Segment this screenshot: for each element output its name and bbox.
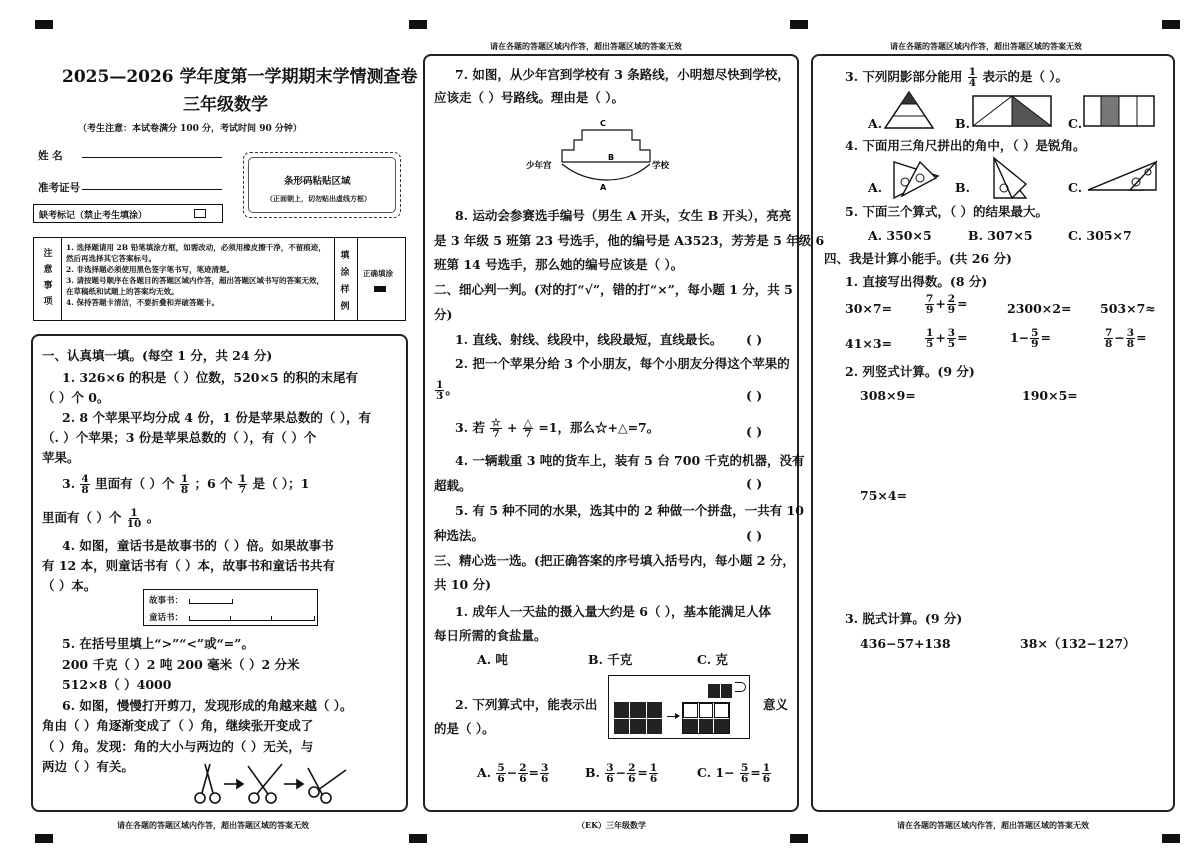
exam-title: 2025—2026 学年度第一学期期末学情测查卷: [62, 67, 418, 87]
choice-1-line-2: 每日所需的食盐量。: [434, 628, 547, 643]
judge-3-bracket[interactable]: ( ): [746, 424, 763, 439]
q4-line-2: 有 12 本，则童话书有（ ）本，故事书和童话书共有: [42, 558, 335, 573]
q6-line-2: 角由（ ）角逐渐变成了（ ）角，继续张开变成了: [42, 718, 314, 733]
section-4-title: 四、我是计算小能手。(共 26 分): [824, 251, 1012, 266]
choice-2: 2. 下列算式中，能表示出: [455, 697, 598, 712]
choice-4-option-b[interactable]: B.: [955, 180, 970, 195]
judge-5: 5. 有 5 种不同的水果，选其中的 2 种做一个拼盘，一共有 10: [455, 503, 804, 518]
correct-fill-label: 正确填涂: [363, 269, 393, 278]
section-3-title-2: 共 10 分): [434, 577, 492, 592]
grid-remaining: [682, 702, 730, 734]
section-1-title: 一、认真填一填。(每空 1 分，共 24 分): [42, 348, 273, 363]
rectangle-triangles-figure: [972, 95, 1052, 127]
grid-whole: [614, 702, 662, 734]
choice-3-option-a[interactable]: A.: [868, 116, 883, 131]
route-b-label: B: [608, 153, 615, 162]
choice-5-option-b[interactable]: B. 307×5: [968, 228, 1033, 243]
judge-4: 4. 一辆载重 3 吨的货车上，装有 5 台 700 千克的机器，没有: [455, 453, 805, 468]
registration-mark: [1162, 834, 1180, 843]
youth-palace-label: 少年宫: [526, 161, 552, 171]
choice-2-line-2: 的是（ ）。: [434, 721, 495, 736]
set-square-a-figure: [890, 158, 942, 200]
registration-mark: [790, 20, 808, 29]
judge-1: 1. 直线、射线、线段中，线段最短，直线最长。: [455, 332, 723, 347]
vertical-calc-190x5: 190×5=: [1022, 388, 1078, 403]
footer-note-right: 请在各题的答题区域内作答，超出答题区域的答案无效: [897, 820, 1089, 830]
name-field[interactable]: [82, 157, 222, 158]
calc-1-title: 1. 直接写出得数。(8 分): [845, 274, 988, 289]
choice-5: 5. 下面三个算式，（ ）的结果最大。: [845, 204, 1049, 219]
book-bar-diagram: [143, 589, 318, 626]
judge-2-bracket[interactable]: ( ): [746, 388, 763, 403]
q7-line-2: 应该走（ ）号路线。理由是（ ）。: [434, 90, 624, 105]
choice-5-option-c[interactable]: C. 305×7: [1068, 228, 1132, 243]
calc-frac-sum-1: $\frac{7}{9}$ + $\frac{2}{9}$ =: [926, 293, 968, 316]
top-note-right: 请在各题的答题区域内作答，超出答题区域的答案无效: [890, 41, 1082, 51]
id-field[interactable]: [82, 189, 222, 190]
choice-3-option-c[interactable]: C.: [1068, 116, 1083, 131]
choice-2-option-b[interactable]: B. $\frac{3}{6}$ − $\frac{2}{6}$ = $\frac{1}{6}$: [585, 762, 658, 785]
choice-2-options: [455, 763, 785, 793]
choice-4: 4. 下面用三角尺拼出的角中，（ ）是锐角。: [845, 138, 1086, 153]
school-label: 学校: [652, 161, 670, 171]
note-item: 4. 保持答题卡清洁，不要折叠和弄破答题卡。: [66, 298, 219, 307]
calc-3-title: 3. 脱式计算。(9 分): [845, 611, 963, 626]
calc-frac-sum-2: $\frac{1}{5}$ + $\frac{3}{5}$ =: [926, 327, 968, 350]
q6-line-1: 6. 如图，慢慢打开剪刀，发现形成的角越来越（ ）。: [62, 698, 353, 713]
q1-line-1: 1. 326×6 的积是（ ）位数，520×5 的积的末尾有: [62, 370, 358, 385]
fraction-grid-figure: [608, 675, 750, 739]
choice-1-option-c[interactable]: C. 克: [697, 652, 728, 667]
judge-3: 3. 若 ☆ 7 + △ 7 =1，那么☆+△=7。: [455, 417, 660, 440]
choice-1-option-b[interactable]: B. 千克: [588, 652, 633, 667]
footer-subject-note: （EK）三年级数学: [577, 820, 647, 830]
vertical-calc-308x9: 308×9=: [860, 388, 916, 403]
id-label: 准考证号: [38, 182, 80, 194]
registration-mark: [409, 834, 427, 843]
registration-mark: [1162, 20, 1180, 29]
route-figure: [522, 114, 672, 194]
q7-line-1: 7. 如图，从少年宫到学校有 3 条路线，小明想尽快到学校，: [455, 67, 790, 82]
footer-note-left: 请在各题的答题区域内作答，超出答题区域的答案无效: [117, 820, 309, 830]
q1-line-2: （ ）个 0。: [42, 390, 110, 405]
q2-line-2: （. ）个苹果；3 份是苹果总数的（ ），有（ ）个: [42, 430, 317, 445]
story-book-label: 故事书：: [149, 596, 184, 606]
barcode-subtitle: （正面朝上，切勿贴出虚线方框）: [266, 194, 371, 203]
q4-line-3: （ ）本。: [42, 578, 97, 593]
registration-mark: [409, 20, 427, 29]
registration-mark: [790, 834, 808, 843]
choice-2-option-a[interactable]: A. $\frac{5}{6}$ − $\frac{2}{6}$ = $\frac{3}{6}$: [477, 762, 549, 785]
step-calc-1: 436−57+138: [860, 636, 951, 651]
set-square-c-figure: [1086, 158, 1158, 194]
choice-2-end: 意义: [763, 697, 789, 712]
section-3-title: 三、精心选一选。(把正确答案的序号填入括号内，每小题 2 分，: [434, 553, 795, 568]
barcode-title: 条形码粘贴区域: [284, 176, 351, 187]
set-square-b-figure: [990, 154, 1030, 200]
q5-line-1: 5. 在括号里填上“>”“<”或“=”。: [62, 636, 254, 651]
barcode-area: [243, 152, 401, 218]
section-2-title: 二、细心判一判。(对的打“√”，错的打“×”，每小题 1 分，共 5: [434, 282, 793, 297]
judge-2-fraction: $\frac{1}{3}$ 。: [436, 379, 458, 402]
q5-line-3: 512×8（ ）4000: [62, 677, 172, 692]
filled-box-sample: [374, 286, 386, 292]
step-calc-2: 38×（132−127）: [1020, 636, 1136, 651]
calc-41x3: 41×3=: [845, 336, 893, 351]
choice-3-option-b[interactable]: B.: [955, 116, 970, 131]
registration-mark: [35, 20, 53, 29]
story-book-bar: [189, 599, 233, 604]
section-2-title-2: 分): [434, 307, 453, 322]
judge-1-bracket[interactable]: ( ): [746, 332, 763, 347]
subject-title: 三年级数学: [183, 95, 268, 115]
name-label: 姓 名: [38, 150, 63, 162]
q5-line-2: 200 千克（ ）2 吨 200 毫米（ ）2 分米: [62, 657, 300, 672]
grid-removed-part: [708, 684, 732, 698]
registration-mark: [35, 834, 53, 843]
q4-line-1: 4. 如图，童话书是故事书的（ ）倍。如果故事书: [62, 538, 334, 553]
fairy-book-bar: [189, 616, 315, 621]
route-c-label: C: [600, 119, 606, 128]
calc-2-title: 2. 列竖式计算。(9 分): [845, 364, 975, 379]
choice-5-option-a[interactable]: A. 350×5: [868, 228, 932, 243]
q3-line-2: 里面有（ ）个 $\frac{1}{10}$ 。: [42, 507, 160, 530]
notes-list: [66, 242, 331, 308]
vertical-calc-75x4: 75×4=: [860, 488, 908, 503]
choice-2-option-c[interactable]: C. 1− $\frac{5}{6}$ = $\frac{1}{6}$: [697, 762, 771, 785]
note-item: 1. 选择题请用 2B 铅笔填涂方框，如需改动，必须用橡皮擦干净，不留痕迹，然后再选择其它答案标号。: [66, 243, 326, 263]
fairy-book-label: 童话书：: [149, 613, 184, 623]
absent-checkbox[interactable]: [194, 209, 206, 218]
judge-4-bracket[interactable]: ( ): [746, 476, 763, 491]
note-item: 3. 请按题号顺序在各题目的答题区域内作答，超出答题区域书写的答案无效，在草稿纸和试题上的答案均无效。: [66, 276, 324, 296]
top-note-mid: 请在各题的答题区域内作答，超出答题区域的答案无效: [490, 41, 682, 51]
scissors-figure: [188, 760, 348, 806]
notes-title: 注意事项: [43, 249, 53, 307]
calc-30x7: 30×7=: [845, 301, 893, 316]
q3-line-1: 3. $\frac{4}{8}$ 里面有（ ）个 $\frac{1}{8}$ ；6 个 $\frac{1}{7}$ 是（ ）；1: [62, 473, 310, 496]
exam-notice: （考生注意：本试卷满分 100 分，考试时间 90 分钟）: [78, 124, 302, 134]
judge-5-line-2: 种选法。: [434, 528, 485, 543]
fill-example-label: 填涂样例: [340, 251, 350, 312]
judge-2: 2. 把一个苹果分给 3 个小朋友，每个小朋友分得这个苹果的: [455, 356, 790, 371]
calc-503x7: 503×7≈: [1100, 301, 1156, 316]
q8-line-1: 8. 运动会参赛选手编号（男生 A 开头，女生 B 开头），亮亮: [455, 208, 792, 223]
notes-box: [33, 237, 406, 321]
choice-3: 3. 下列阴影部分能用 $\frac{1}{4}$ 表示的是（ ）。: [845, 66, 1069, 89]
q2-line-3: 苹果。: [42, 450, 80, 465]
calc-2300x2: 2300×2=: [1007, 301, 1072, 316]
q8-line-3: 班第 14 号选手，那么她的编号应该是（ ）。: [434, 257, 684, 272]
choice-4-option-c[interactable]: C.: [1068, 180, 1083, 195]
judge-4-line-2: 超载。: [434, 478, 472, 493]
triangle-shaded-figure: [883, 90, 935, 130]
calc-one-minus-frac: 1− $\frac{5}{9}$ =: [1010, 327, 1051, 350]
rectangle-strips-figure: [1083, 95, 1155, 127]
q6-line-4: 两边（ ）有关。: [42, 759, 134, 774]
q6-line-3: （ ）角。发现：角的大小与两边的（ ）无关，与: [42, 739, 314, 754]
q8-line-2: 是 3 年级 5 班第 23 号选手，他的编号是 A3523，芳芳是 5 年级 6: [434, 233, 825, 248]
absent-mark-box: [33, 204, 223, 223]
note-item: 2. 非选择题必须使用黑色签字笔书写，笔迹清楚。: [66, 265, 234, 274]
choice-1: 1. 成年人一天盐的摄入量大约是 6（ ），基本能满足人体: [455, 604, 772, 619]
route-a-label: A: [600, 183, 607, 192]
choice-4-option-a[interactable]: A.: [868, 180, 883, 195]
calc-frac-diff: $\frac{7}{8}$ − $\frac{3}{8}$ =: [1105, 327, 1147, 350]
absent-label: 缺考标记（禁止考生填涂）: [39, 211, 148, 221]
q2-line-1: 2. 8 个苹果平均分成 4 份，1 份是苹果总数的（ ），有: [62, 410, 372, 425]
choice-1-option-a[interactable]: A. 吨: [477, 652, 508, 667]
judge-5-bracket[interactable]: ( ): [746, 528, 763, 543]
